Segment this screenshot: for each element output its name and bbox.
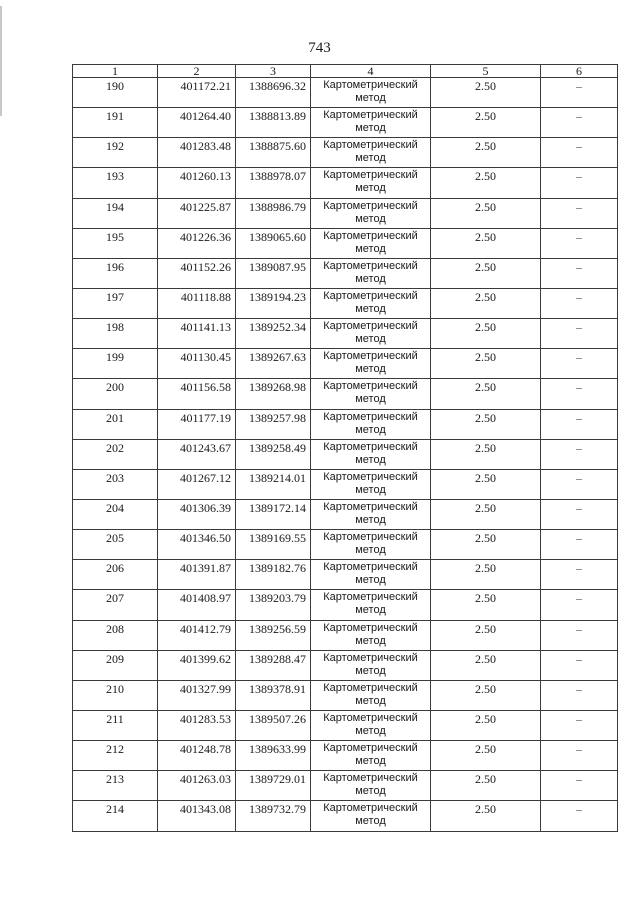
y-coordinate-cell: 1389182.76: [236, 560, 311, 590]
note-cell: –: [541, 469, 618, 499]
y-coordinate-cell: 1389258.49: [236, 439, 311, 469]
method-cell: Картометрический метод: [311, 349, 431, 379]
method-cell: Картометрический метод: [311, 680, 431, 710]
y-coordinate-cell: 1389214.01: [236, 469, 311, 499]
point-number-cell: 197: [73, 288, 158, 318]
column-header-5: 5: [431, 65, 541, 78]
table-row: [73, 228, 618, 258]
note-cell: –: [541, 78, 618, 108]
column-header-1: 1: [73, 65, 158, 78]
y-coordinate-cell: 1389729.01: [236, 771, 311, 801]
x-coordinate-cell: 401263.03: [158, 771, 236, 801]
accuracy-cell: 2.50: [431, 710, 541, 740]
x-coordinate-cell: 401248.78: [158, 741, 236, 771]
method-cell: Картометрический метод: [311, 288, 431, 318]
x-coordinate-cell: 401130.45: [158, 349, 236, 379]
point-number-cell: 204: [73, 499, 158, 529]
coordinates-table: [72, 64, 618, 832]
note-cell: –: [541, 138, 618, 168]
x-coordinate-cell: 401177.19: [158, 409, 236, 439]
table-body: [73, 78, 618, 832]
method-cell: Картометрический метод: [311, 439, 431, 469]
accuracy-cell: 2.50: [431, 168, 541, 198]
method-cell: Картометрический метод: [311, 168, 431, 198]
y-coordinate-cell: 1389087.95: [236, 258, 311, 288]
y-coordinate-cell: 1389507.26: [236, 710, 311, 740]
method-cell: Картометрический метод: [311, 620, 431, 650]
table-row: [73, 499, 618, 529]
table-row: [73, 650, 618, 680]
y-coordinate-cell: 1389252.34: [236, 319, 311, 349]
y-coordinate-cell: 1388978.07: [236, 168, 311, 198]
method-cell: Картометрический метод: [311, 499, 431, 529]
method-cell: Картометрический метод: [311, 198, 431, 228]
table-row: [73, 710, 618, 740]
point-number-cell: 193: [73, 168, 158, 198]
x-coordinate-cell: 401141.13: [158, 319, 236, 349]
accuracy-cell: 2.50: [431, 469, 541, 499]
table-row: [73, 258, 618, 288]
note-cell: –: [541, 108, 618, 138]
table-row: [73, 379, 618, 409]
x-coordinate-cell: 401283.53: [158, 710, 236, 740]
accuracy-cell: 2.50: [431, 108, 541, 138]
x-coordinate-cell: 401343.08: [158, 801, 236, 831]
method-cell: Картометрический метод: [311, 469, 431, 499]
method-cell: Картометрический метод: [311, 530, 431, 560]
method-cell: Картометрический метод: [311, 801, 431, 831]
note-cell: –: [541, 590, 618, 620]
point-number-cell: 209: [73, 650, 158, 680]
note-cell: –: [541, 439, 618, 469]
note-cell: –: [541, 530, 618, 560]
method-cell: Картометрический метод: [311, 379, 431, 409]
note-cell: –: [541, 680, 618, 710]
scan-edge-mark: [0, 6, 2, 116]
note-cell: –: [541, 499, 618, 529]
accuracy-cell: 2.50: [431, 319, 541, 349]
x-coordinate-cell: 401412.79: [158, 620, 236, 650]
y-coordinate-cell: 1389169.55: [236, 530, 311, 560]
point-number-cell: 202: [73, 439, 158, 469]
x-coordinate-cell: 401306.39: [158, 499, 236, 529]
note-cell: –: [541, 741, 618, 771]
accuracy-cell: 2.50: [431, 439, 541, 469]
y-coordinate-cell: 1389633.99: [236, 741, 311, 771]
x-coordinate-cell: 401118.88: [158, 288, 236, 318]
y-coordinate-cell: 1388875.60: [236, 138, 311, 168]
method-cell: Картометрический метод: [311, 409, 431, 439]
point-number-cell: 205: [73, 530, 158, 560]
point-number-cell: 206: [73, 560, 158, 590]
x-coordinate-cell: 401267.12: [158, 469, 236, 499]
accuracy-cell: 2.50: [431, 228, 541, 258]
accuracy-cell: 2.50: [431, 590, 541, 620]
y-coordinate-cell: 1388813.89: [236, 108, 311, 138]
table-row: [73, 560, 618, 590]
table-row: [73, 741, 618, 771]
accuracy-cell: 2.50: [431, 499, 541, 529]
method-cell: Картометрический метод: [311, 78, 431, 108]
accuracy-cell: 2.50: [431, 771, 541, 801]
column-header-2: 2: [158, 65, 236, 78]
accuracy-cell: 2.50: [431, 379, 541, 409]
accuracy-cell: 2.50: [431, 741, 541, 771]
note-cell: –: [541, 620, 618, 650]
note-cell: –: [541, 710, 618, 740]
x-coordinate-cell: 401327.99: [158, 680, 236, 710]
y-coordinate-cell: 1389732.79: [236, 801, 311, 831]
y-coordinate-cell: 1389268.98: [236, 379, 311, 409]
method-cell: Картометрический метод: [311, 258, 431, 288]
point-number-cell: 198: [73, 319, 158, 349]
point-number-cell: 194: [73, 198, 158, 228]
y-coordinate-cell: 1389257.98: [236, 409, 311, 439]
table-row: [73, 198, 618, 228]
accuracy-cell: 2.50: [431, 198, 541, 228]
table-row: [73, 590, 618, 620]
method-cell: Картометрический метод: [311, 319, 431, 349]
x-coordinate-cell: 401172.21: [158, 78, 236, 108]
y-coordinate-cell: 1389194.23: [236, 288, 311, 318]
point-number-cell: 210: [73, 680, 158, 710]
method-cell: Картометрический метод: [311, 741, 431, 771]
point-number-cell: 203: [73, 469, 158, 499]
y-coordinate-cell: 1389256.59: [236, 620, 311, 650]
y-coordinate-cell: 1389267.63: [236, 349, 311, 379]
x-coordinate-cell: 401225.87: [158, 198, 236, 228]
accuracy-cell: 2.50: [431, 680, 541, 710]
x-coordinate-cell: 401283.48: [158, 138, 236, 168]
note-cell: –: [541, 228, 618, 258]
y-coordinate-cell: 1389203.79: [236, 590, 311, 620]
note-cell: –: [541, 650, 618, 680]
x-coordinate-cell: 401243.67: [158, 439, 236, 469]
accuracy-cell: 2.50: [431, 138, 541, 168]
point-number-cell: 212: [73, 741, 158, 771]
point-number-cell: 192: [73, 138, 158, 168]
point-number-cell: 214: [73, 801, 158, 831]
table-row: [73, 439, 618, 469]
table-row: [73, 409, 618, 439]
method-cell: Картометрический метод: [311, 590, 431, 620]
table-row: [73, 168, 618, 198]
point-number-cell: 200: [73, 379, 158, 409]
column-header-6: 6: [541, 65, 618, 78]
note-cell: –: [541, 349, 618, 379]
y-coordinate-cell: 1388986.79: [236, 198, 311, 228]
point-number-cell: 196: [73, 258, 158, 288]
note-cell: –: [541, 288, 618, 318]
point-number-cell: 199: [73, 349, 158, 379]
table-row: [73, 288, 618, 318]
method-cell: Картометрический метод: [311, 771, 431, 801]
table-row: [73, 319, 618, 349]
x-coordinate-cell: 401264.40: [158, 108, 236, 138]
table-row: [73, 620, 618, 650]
method-cell: Картометрический метод: [311, 710, 431, 740]
point-number-cell: 207: [73, 590, 158, 620]
x-coordinate-cell: 401408.97: [158, 590, 236, 620]
accuracy-cell: 2.50: [431, 409, 541, 439]
table-row: [73, 138, 618, 168]
table-header-row: [73, 65, 618, 78]
accuracy-cell: 2.50: [431, 288, 541, 318]
y-coordinate-cell: 1389172.14: [236, 499, 311, 529]
accuracy-cell: 2.50: [431, 530, 541, 560]
y-coordinate-cell: 1389065.60: [236, 228, 311, 258]
method-cell: Картометрический метод: [311, 228, 431, 258]
table-row: [73, 469, 618, 499]
accuracy-cell: 2.50: [431, 258, 541, 288]
note-cell: –: [541, 198, 618, 228]
y-coordinate-cell: 1388696.32: [236, 78, 311, 108]
y-coordinate-cell: 1389378.91: [236, 680, 311, 710]
x-coordinate-cell: 401399.62: [158, 650, 236, 680]
table-row: [73, 771, 618, 801]
note-cell: –: [541, 560, 618, 590]
point-number-cell: 195: [73, 228, 158, 258]
x-coordinate-cell: 401391.87: [158, 560, 236, 590]
accuracy-cell: 2.50: [431, 620, 541, 650]
x-coordinate-cell: 401156.58: [158, 379, 236, 409]
point-number-cell: 211: [73, 710, 158, 740]
note-cell: –: [541, 801, 618, 831]
x-coordinate-cell: 401260.13: [158, 168, 236, 198]
accuracy-cell: 2.50: [431, 801, 541, 831]
table-row: [73, 530, 618, 560]
point-number-cell: 208: [73, 620, 158, 650]
column-header-4: 4: [311, 65, 431, 78]
method-cell: Картометрический метод: [311, 138, 431, 168]
method-cell: Картометрический метод: [311, 650, 431, 680]
note-cell: –: [541, 379, 618, 409]
note-cell: –: [541, 319, 618, 349]
page-number: 743: [308, 40, 331, 56]
table-row: [73, 108, 618, 138]
point-number-cell: 213: [73, 771, 158, 801]
y-coordinate-cell: 1389288.47: [236, 650, 311, 680]
accuracy-cell: 2.50: [431, 78, 541, 108]
accuracy-cell: 2.50: [431, 560, 541, 590]
point-number-cell: 190: [73, 78, 158, 108]
table-row: [73, 680, 618, 710]
accuracy-cell: 2.50: [431, 650, 541, 680]
method-cell: Картометрический метод: [311, 108, 431, 138]
x-coordinate-cell: 401346.50: [158, 530, 236, 560]
note-cell: –: [541, 258, 618, 288]
note-cell: –: [541, 771, 618, 801]
table-row: [73, 801, 618, 831]
table-row: [73, 78, 618, 108]
accuracy-cell: 2.50: [431, 349, 541, 379]
note-cell: –: [541, 409, 618, 439]
point-number-cell: 191: [73, 108, 158, 138]
table-row: [73, 349, 618, 379]
x-coordinate-cell: 401152.26: [158, 258, 236, 288]
column-header-3: 3: [236, 65, 311, 78]
method-cell: Картометрический метод: [311, 560, 431, 590]
note-cell: –: [541, 168, 618, 198]
point-number-cell: 201: [73, 409, 158, 439]
x-coordinate-cell: 401226.36: [158, 228, 236, 258]
